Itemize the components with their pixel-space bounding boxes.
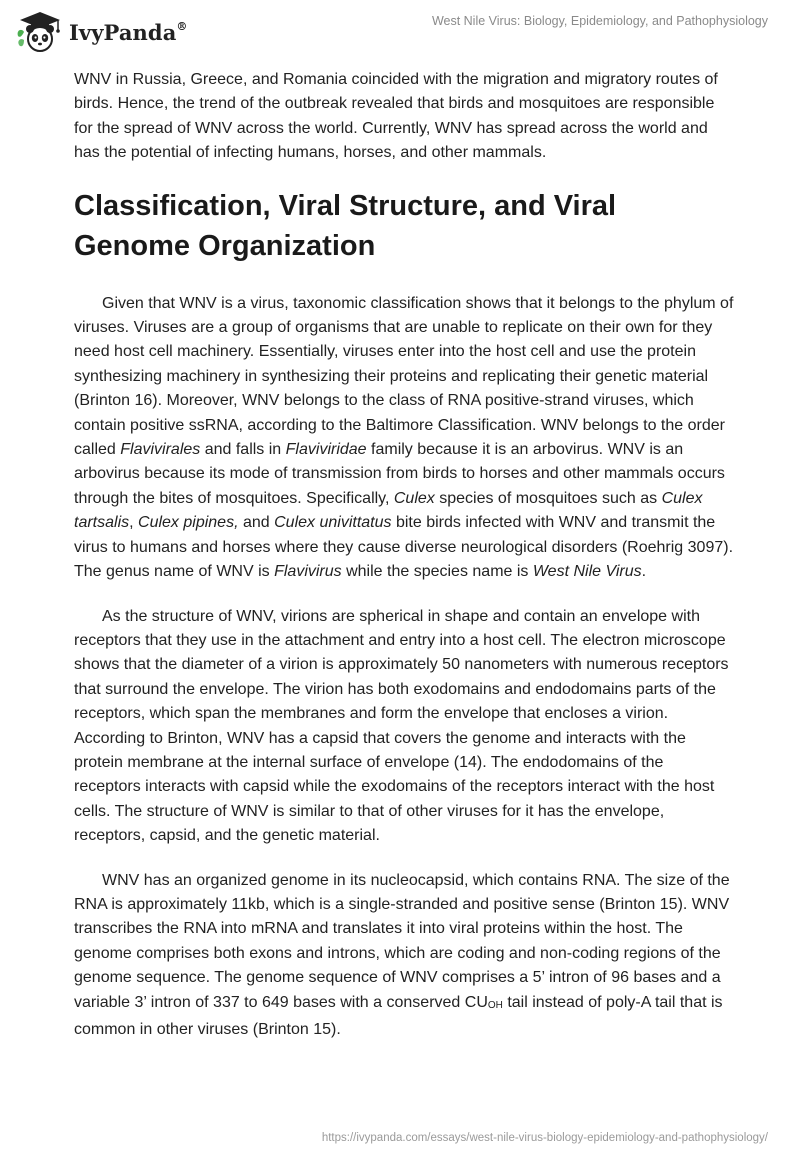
intro-paragraph: WNV in Russia, Greece, and Romania coincided with the migration and migratory routes of birds. Hence, the trend of the outbreak revealed that birds and mosquitoes are responsible for the spread of WNV across the world. Currently, WNV has spread across the world and has the potential of infecting humans, horses, and other mammals.: [74, 71, 718, 162]
section-heading: Classification, Viral Structure, and Viral Genome Organization: [74, 189, 617, 262]
source-url[interactable]: https://ivypanda.com/essays/west-nile-virus-biology-epidemiology-and-pathophysiology/: [321, 1132, 768, 1144]
ivypanda-logo[interactable]: [14, 10, 188, 54]
panda-graduate-icon: [14, 10, 66, 54]
running-title: West Nile Virus: Biology, Epidemiology, and Pathophysiology: [431, 14, 768, 28]
structure-paragraph: As the structure of WNV, virions are spherical in shape and contain an envelope with receptors that they use in the attachment and entry into a host cell. The electron microscope shows that the diameter of a virion is approximately 50 nanometers with numerous receptors that surround the envelope. The virion has both exodomains and endodomains parts of the receptors, which span the membranes and form the envelope that encloses a virion. According to Brinton, WNV has a capsid that covers the genome and interacts with the protein membrane at the internal surface of envelope (14). The endodomains of the receptors interacts with capsid while the exodomains of the receptors interact with the host cells. The structure of WNV is similar to that of other viruses for it has the envelope, receptors, capsid, and the genetic material.: [74, 607, 729, 845]
genome-paragraph: WNV has an organized genome in its nucleocapsid, which contains RNA. The size of the RNA is approximately 11kb, which is a single-stranded and positive sense (Brinton 15). WNV transcribes the RNA into mRNA and translates it into viral proteins within the host. The genome comprises both exons and introns, which are coding and non-coding regions of the genome sequence. The genome sequence of WNV comprises a 5’ intron of 96 bases and a variable 3’ intron of 337 to 649 bases with a conserved CUOH tail instead of poly-A tail that is common in other viruses (Brinton 15).: [74, 871, 730, 1038]
page-header: [0, 0, 800, 64]
classification-paragraph: Given that WNV is a virus, taxonomic classification shows that it belongs to the phylum of viruses. Viruses are a group of organisms that are unable to replicate on their own for they need host cell machinery. Essentially, viruses enter into the host cell and use the protein synthesizing machinery in synthesizing their proteins and replicating their genetic material (Brinton 16). Moreover, WNV belongs to the class of RNA positive-strand viruses, which contain positive ssRNA, according to the Baltimore Classification. WNV belongs to the order called Flavivirales and falls in Flaviviridae family because it is an arbovirus. WNV is an arbovirus because its mode of transmission from birds to horses and other mammals occurs through the bites of mosquitoes. Specifically, Culex species of mosquitoes such as Culex tartsalis, Culex pipines, and Culex univittatus bite birds infected with WNV and transmit the virus to humans and horses where they cause diverse neurological disorders (Roehrig 3097). The genus name of WNV is Flavivirus while the species name is West Nile Virus.: [74, 294, 734, 581]
essay-body: [74, 68, 734, 1062]
logo-text: IvyPanda®: [69, 19, 188, 45]
